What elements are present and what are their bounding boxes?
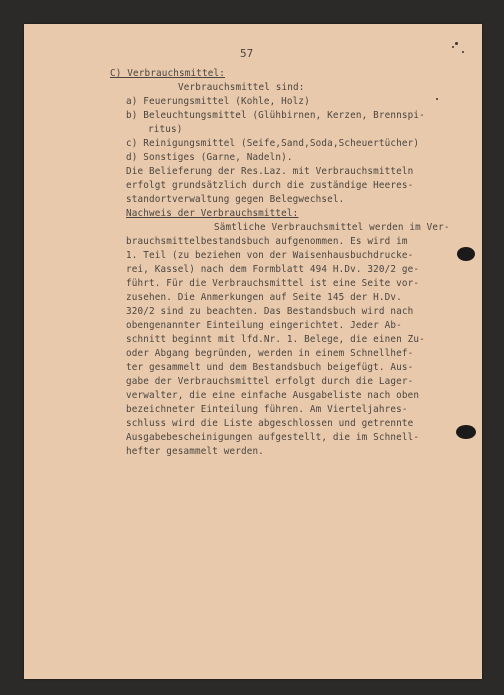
page-number: 57 <box>240 47 254 60</box>
text-line: 1. Teil (zu beziehen von der Waisenhausbuchdrucke- <box>126 250 414 261</box>
text-line: verwalter, die eine einfache Ausgabeliste nach oben <box>126 390 420 401</box>
text-line: Die Belieferung der Res.Laz. mit Verbrauchsmitteln <box>126 166 414 177</box>
text-line: zusehen. Die Anmerkungen auf Seite 145 der H.Dv. <box>126 292 402 303</box>
text-line: hefter gesammelt werden. <box>126 446 264 457</box>
speck-mark <box>452 46 454 48</box>
section-heading-line <box>110 68 225 80</box>
text-line: erfolgt grundsätzlich durch die zuständige Heeres- <box>126 180 414 191</box>
text-line: obengenannter Einteilung eingerichtet. Jeder Ab- <box>126 320 402 331</box>
document-text <box>24 24 482 679</box>
text-line: schnitt beginnt mit lfd.Nr. 1. Belege, die einen Zu- <box>126 334 425 345</box>
speck-mark <box>436 98 438 100</box>
section-heading: C) Verbrauchsmittel: <box>110 68 225 79</box>
text-line: standortverwaltung gegen Belegwechsel. <box>126 194 345 205</box>
text-line: b) Beleuchtungsmittel (Glühbirnen, Kerzen, Brennspi- <box>126 110 425 121</box>
text-line: schluss wird die Liste abgeschlossen und getrennte <box>126 418 414 429</box>
speck-mark <box>455 42 458 45</box>
text-line: Ausgabebescheinigungen aufgestellt, die im Schnell- <box>126 432 420 443</box>
text-line: Sämtliche Verbrauchsmittel werden im Ver- <box>214 222 450 233</box>
punch-hole <box>457 247 475 261</box>
speck-mark <box>462 51 464 53</box>
text-line: d) Sonstiges (Garne, Nadeln). <box>126 152 293 163</box>
punch-hole <box>456 425 476 439</box>
text-line: Verbrauchsmittel sind: <box>178 82 305 93</box>
subheading: Nachweis der Verbrauchsmittel: <box>126 208 299 219</box>
subheading-line <box>126 208 298 220</box>
text-line: c) Reinigungsmittel (Seife,Sand,Soda,Scheuertücher) <box>126 138 420 149</box>
text-line: oder Abgang begründen, werden in einem Schnellhef- <box>126 348 414 359</box>
text-line: gabe der Verbrauchsmittel erfolgt durch die Lager- <box>126 376 414 387</box>
text-line: rei, Kassel) nach dem Formblatt 494 H.Dv. 320/2 ge- <box>126 264 420 275</box>
text-line: a) Feuerungsmittel (Kohle, Holz) <box>126 96 310 107</box>
text-line: bezeichneter Einteilung führen. Am Vierteljahres- <box>126 404 408 415</box>
document-page <box>24 24 482 679</box>
text-line: führt. Für die Verbrauchsmittel ist eine Seite vor- <box>126 278 420 289</box>
text-line: brauchsmittelbestandsbuch aufgenommen. Es wird im <box>126 236 408 247</box>
text-line: ritus) <box>148 124 183 135</box>
text-line: ter gesammelt und dem Bestandsbuch beigefügt. Aus- <box>126 362 414 373</box>
text-line: 320/2 sind zu beachten. Das Bestandsbuch wird nach <box>126 306 414 317</box>
